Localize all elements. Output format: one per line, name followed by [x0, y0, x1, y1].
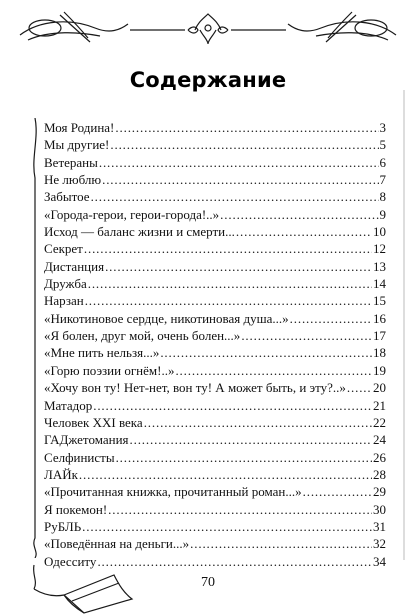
toc-leader-dots	[102, 171, 378, 188]
toc-entry-page: 34	[373, 553, 386, 569]
toc-leader-dots	[79, 466, 372, 483]
toc-entry	[44, 188, 386, 205]
toc-entry	[44, 154, 386, 171]
toc-entry-page: 20	[373, 380, 386, 396]
toc-entry-page: 19	[373, 362, 386, 378]
toc-entry-title: Забытое	[44, 189, 90, 205]
toc-entry	[44, 258, 386, 275]
toc-entry	[44, 310, 386, 327]
toc-entry-page: 30	[373, 501, 386, 517]
toc-entry-title: Селфинисты	[44, 449, 115, 465]
toc-entry-page: 7	[379, 172, 386, 188]
toc-entry-page: 6	[379, 154, 386, 170]
toc-entry-title: Моя Родина!	[44, 120, 115, 135]
toc-leader-dots	[88, 275, 372, 292]
toc-entry-title: Исход — баланс жизни и смерти...	[44, 224, 235, 240]
toc-entry	[44, 344, 386, 361]
table-of-contents	[44, 119, 386, 570]
toc-entry	[44, 449, 386, 466]
toc-leader-dots	[130, 431, 373, 448]
toc-leader-dots	[116, 449, 372, 466]
toc-entry-page: 17	[373, 328, 386, 344]
toc-entry-page: 13	[373, 258, 386, 274]
toc-entry	[44, 483, 386, 500]
toc-leader-dots	[85, 292, 372, 309]
toc-entry-title: «Хочу вон ту! Нет-нет, вон ту! А может быть, и эту?..»	[44, 380, 346, 396]
left-border-ornament-icon	[31, 118, 39, 558]
toc-entry-page: 24	[373, 432, 386, 448]
toc-entry	[44, 535, 386, 552]
toc-entry-page: 10	[373, 224, 386, 240]
toc-entry-page: 15	[373, 293, 386, 309]
toc-entry-title: Нарзан	[44, 293, 84, 309]
toc-entry	[44, 501, 386, 518]
toc-entry	[44, 327, 386, 344]
toc-entry-title: «Горю поэзии огнём!..»	[44, 362, 175, 378]
toc-entry	[44, 171, 386, 188]
toc-entry	[44, 466, 386, 483]
toc-entry-title: Матадор	[44, 397, 93, 413]
toc-entry-page: 31	[373, 518, 386, 534]
toc-entry-page: 12	[373, 241, 386, 257]
toc-entry-page: 3	[379, 120, 386, 135]
toc-entry-title: Мы другие!	[44, 137, 110, 153]
toc-leader-dots	[115, 119, 378, 136]
toc-entry-page: 8	[379, 189, 386, 205]
toc-entry-title: Секрет	[44, 241, 83, 257]
toc-leader-dots	[241, 327, 372, 344]
toc-entry-title: «Мне пить нельзя...»	[44, 345, 160, 361]
toc-leader-dots	[190, 535, 372, 552]
toc-leader-dots	[91, 188, 379, 205]
toc-entry	[44, 414, 386, 431]
toc-leader-dots	[93, 397, 372, 414]
toc-entry-title: «Прочитанная книжка, прочитанный роман...»	[44, 484, 302, 500]
toc-entry-title: «Города-герои, герои-города!..»	[44, 206, 220, 222]
toc-entry-title: Одесситу	[44, 553, 97, 569]
toc-entry-page: 5	[379, 137, 386, 153]
toc-leader-dots	[220, 206, 378, 223]
toc-leader-dots	[108, 501, 372, 518]
toc-entry	[44, 431, 386, 448]
toc-entry	[44, 275, 386, 292]
toc-entry-page: 14	[373, 276, 386, 292]
toc-entry-title: Дистанция	[44, 258, 105, 274]
page-number: 70	[201, 575, 215, 590]
toc-leader-dots	[160, 344, 372, 361]
toc-entry-title: «Я болен, друг мой, очень болен...»	[44, 328, 241, 344]
toc-entry-title: ГАДжетомания	[44, 432, 129, 448]
toc-leader-dots	[347, 379, 372, 396]
toc-entry-title: Дружба	[44, 276, 87, 292]
toc-leader-dots	[105, 258, 372, 275]
toc-leader-dots	[303, 483, 372, 500]
toc-leader-dots	[84, 240, 372, 257]
toc-entry	[44, 223, 386, 240]
toc-entry-page: 18	[373, 345, 386, 361]
toc-entry	[44, 362, 386, 379]
toc-entry-title: РуБЛЬ	[44, 518, 82, 534]
toc-entry-page: 29	[373, 484, 386, 500]
toc-entry	[44, 206, 386, 223]
toc-leader-dots	[144, 414, 372, 431]
toc-entry	[44, 518, 386, 535]
toc-entry	[44, 119, 386, 136]
toc-entry-page: 9	[379, 206, 386, 222]
right-border-ornament-icon	[401, 90, 407, 560]
toc-entry	[44, 379, 386, 396]
toc-entry-page: 16	[373, 310, 386, 326]
toc-leader-dots	[236, 223, 372, 240]
toc-entry-page: 26	[373, 449, 386, 465]
toc-entry-page: 32	[373, 536, 386, 552]
toc-entry	[44, 240, 386, 257]
toc-entry	[44, 136, 386, 153]
toc-leader-dots	[99, 154, 379, 171]
page-title: Содержание	[129, 68, 287, 92]
toc-entry-title: ЛАЙк	[44, 466, 78, 482]
top-ornament-icon	[0, 0, 416, 60]
toc-entry-page: 22	[373, 414, 386, 430]
toc-entry-page: 21	[373, 397, 386, 413]
toc-leader-dots	[110, 136, 378, 153]
toc-leader-dots	[290, 310, 372, 327]
toc-entry-title: «Никотиновое сердце, никотиновая душа...»	[44, 310, 289, 326]
toc-leader-dots	[175, 362, 372, 379]
toc-entry-title: Я покемон!	[44, 501, 108, 517]
toc-entry-title: Ветераны	[44, 154, 98, 170]
toc-entry	[44, 397, 386, 414]
toc-entry-page: 28	[373, 466, 386, 482]
toc-entry-title: Не люблю	[44, 172, 102, 188]
toc-entry-title: «Поведённая на деньги...»	[44, 536, 190, 552]
toc-entry-title: Человек XXI века	[44, 414, 143, 430]
toc-leader-dots	[82, 518, 372, 535]
toc-entry	[44, 292, 386, 309]
